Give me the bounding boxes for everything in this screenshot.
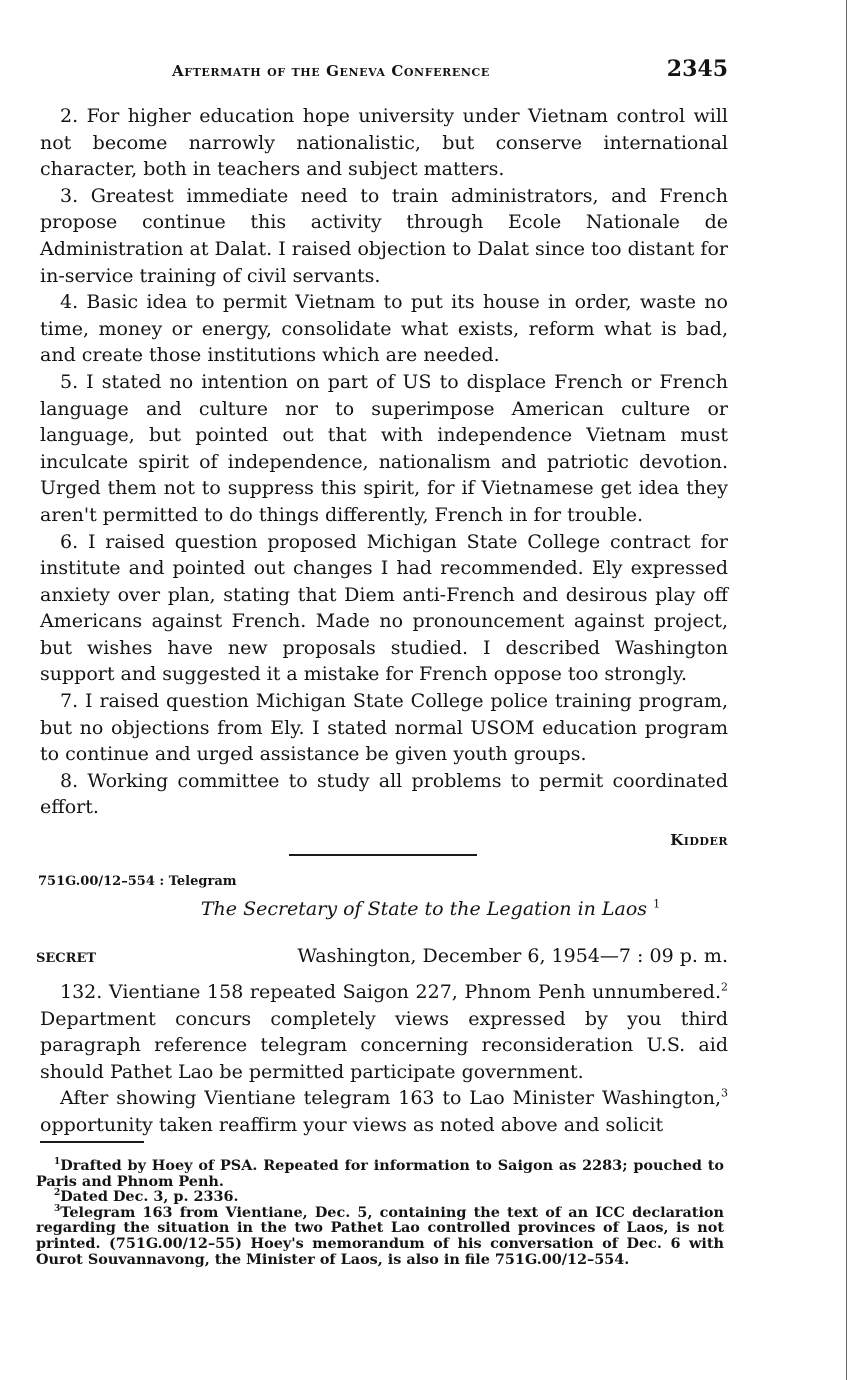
- telegram-paragraph-1-text-a: 132. Vientiane 158 repeated Saigon 227, Phnom Penh unnumbered.: [60, 981, 721, 1003]
- telegram-paragraph-1: [40, 979, 728, 1085]
- footnotes: [36, 1158, 724, 1267]
- footnote-3: [36, 1205, 724, 1267]
- page-number: 2345: [666, 56, 728, 82]
- footnote-1-mark: 1: [54, 1157, 61, 1168]
- telegram-paragraph-2-text-b: opportunity taken reaffirm your views as noted above and solicit: [40, 1113, 664, 1136]
- footnote-1-text: Drafted by Hoey of PSA. Repeated for information to Saigon as 2283; pouched to Paris and Phnom Penh.: [36, 1157, 724, 1190]
- document-title-text: The Secretary of State to the Legation in Laos: [200, 898, 648, 920]
- classification: SECRET: [36, 951, 97, 966]
- footnote-1: [36, 1158, 724, 1189]
- telegram-paragraph-2-text-a: After showing Vientiane telegram 163 to Lao Minister Washington,: [60, 1087, 721, 1110]
- paragraph-3: 3. Greatest immediate need to train administrators, and French propose continue this activity through Ecole Nationale de Administration at Dalat. I raised objection to Dalat since too distant for in-service training of civil servants.: [40, 184, 728, 287]
- telegram-body: [40, 979, 728, 1139]
- telegram-paragraph-1-text-b: Department concurs completely views expressed by you third paragraph reference telegram concerning reconsideration U.S. aid should Pathet Lao be permitted participate government.: [40, 1007, 728, 1083]
- footnote-2-mark: 2: [54, 1188, 61, 1199]
- paragraph-2: 2. For higher education hope university under Vietnam control will not become narrowly nationalistic, but conserve international character, both in teachers and subject matters.: [40, 105, 728, 181]
- section-separator: [289, 854, 477, 856]
- paragraph-6: 6. I raised question proposed Michigan State College contract for institute and pointed out changes I had recommended. Ely expressed anxiety over plan, stating that Diem anti-French and desirous play off Americans against French. Made no pronouncement against project, but wishes have new proposals studied. I described Washington support and suggested it a mistake for French oppose too strongly.: [40, 530, 728, 686]
- footnote-rule: [40, 1141, 144, 1143]
- footnote-2: [36, 1189, 724, 1205]
- paragraph-5: 5. I stated no intention on part of US to displace French or French language and culture nor to superimpose American culture or language, but pointed out that with independence Vietnam must inculcate spirit of independence, nationalism and patriotic devotion. Urged them not to suppress this spirit, for if Vietnamese get idea they aren't permitted to do things differently, French in for trouble.: [40, 370, 728, 526]
- footnote-ref-2: 2: [721, 980, 728, 994]
- signature: Kidder: [670, 831, 728, 850]
- telegram-paragraph-2: [40, 1085, 728, 1138]
- footnote-2-text: Dated Dec. 3, p. 2336.: [60, 1188, 239, 1206]
- title-footnote-mark: 1: [653, 897, 661, 911]
- date-text: Washington, December 6, 1954—7 : 09 p. m.: [297, 945, 728, 967]
- paragraph-4: 4. Basic idea to permit Vietnam to put its house in order, waste no time, money or energy, consolidate what exists, reform what is bad, and create those institutions which are needed.: [40, 291, 728, 367]
- telegram-continuation: [40, 103, 728, 854]
- document-title: [0, 898, 861, 920]
- paragraph-8: 8. Working committee to study all problems to permit coordinated effort.: [40, 769, 728, 819]
- file-number: 751G.00/12–554 : Telegram: [38, 874, 237, 889]
- footnote-3-mark: 3: [54, 1203, 61, 1214]
- running-head: Aftermath of the Geneva Conference: [172, 62, 490, 80]
- footnote-ref-3: 3: [721, 1087, 728, 1101]
- page-header: [40, 58, 728, 88]
- page-edge-line: [846, 0, 847, 1380]
- dateline: [36, 945, 728, 973]
- paragraph-7: 7. I raised question Michigan State College police training program, but no objections from Ely. I stated normal USOM education program to continue and urged assistance be given youth groups.: [40, 690, 728, 766]
- footnote-3-text: Telegram 163 from Vientiane, Dec. 5, containing the text of an ICC declaration regarding the situation in the two Pathet Lao controlled provinces of Laos, is not printed. (751G.00/12–55) Hoey's memorandum of his conversation of Dec. 6 with Ourot Souvannavong, the Minister of Laos, is also in file 751G.00/12–554.: [36, 1203, 724, 1268]
